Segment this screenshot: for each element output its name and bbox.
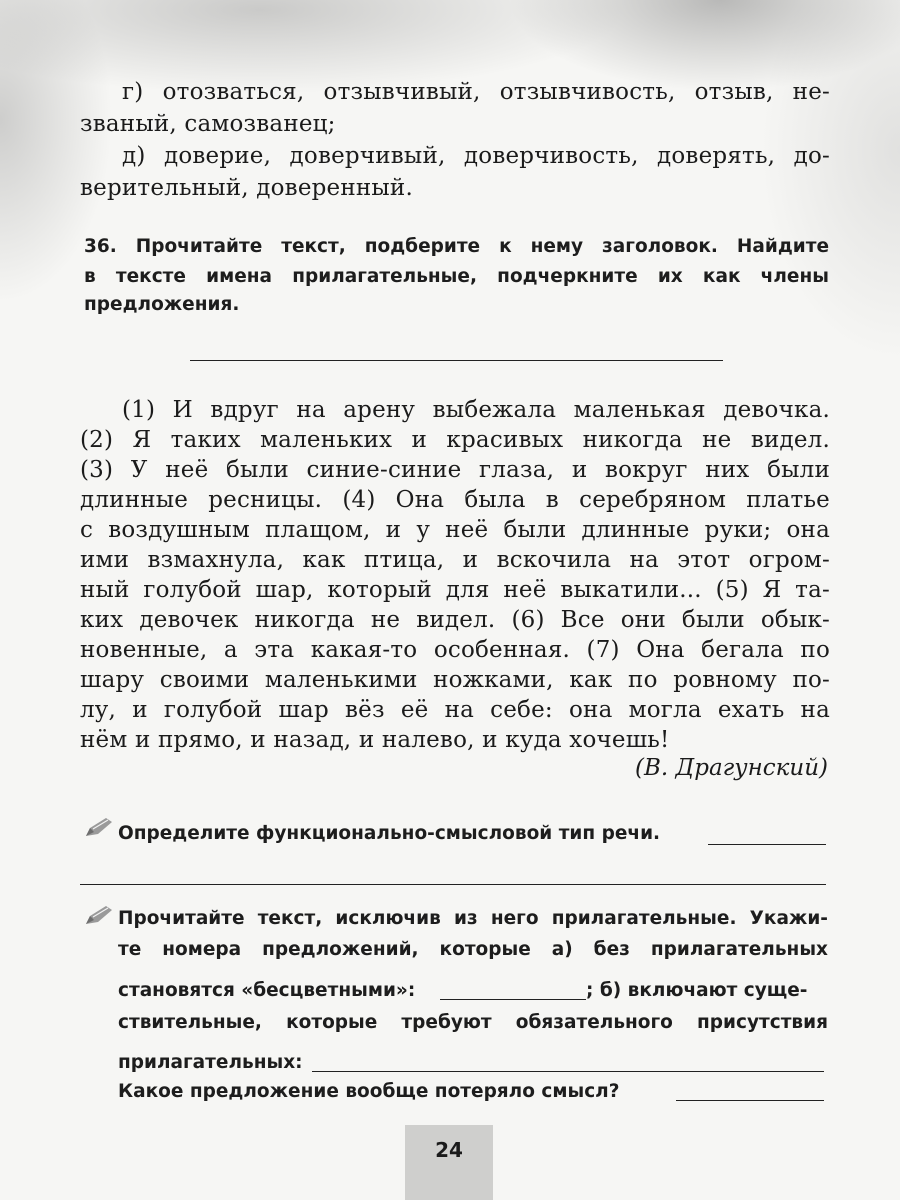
task36-line-1: 36. Прочитайте текст, подберите к нему заголовок. Найдите (84, 236, 829, 257)
adjectives-task-line-6: Какое предложение вообще потеряло смысл? (118, 1081, 620, 1102)
passage-author: (В. Драгунский) (635, 755, 828, 781)
lost-meaning-answer-line[interactable] (676, 1100, 824, 1101)
passage-line: лу, и голубой шар вёз её на себе: она могла ехать на (80, 697, 830, 723)
adjectives-task-line-1: Прочитайте текст, исключив из него прилагательные. Укажи- (118, 908, 828, 929)
passage-line: (1) И вдруг на арену выбежала маленькая девочка. (122, 397, 830, 423)
task36-line-3: предложения. (84, 294, 240, 315)
intro-line-d-cont: верительный, доверенный. (80, 175, 413, 201)
passage-line: (2) Я таких маленьких и красивых никогда не видел. (80, 427, 830, 453)
pencil-icon (84, 904, 114, 926)
adjectives-task-line-4: ствительные, которые требуют обязательного присутствия (118, 1012, 828, 1033)
speech-type-question: Определите функционально-смысловой тип речи. (118, 823, 661, 844)
adjectives-task-line-3b: ; б) включают суще- (586, 980, 808, 1001)
speech-type-answer-line[interactable] (708, 844, 826, 845)
page-number-tab (405, 1125, 493, 1200)
passage-line: новенные, а эта какая-то особенная. (7) Она бегала по (80, 637, 830, 663)
adjectives-task-line-2: те номера предложений, которые а) без прилагательных (118, 939, 828, 960)
intro-line-g: г) отозваться, отзывчивый, отзывчивость, отзыв, не- (122, 79, 830, 105)
speech-type-answer-line-2[interactable] (80, 884, 826, 885)
passage-line: ный голубой шар, который для неё выкатили... (5) Я та- (80, 577, 830, 603)
page-number: 24 (435, 1138, 463, 1162)
passage-line: шару своими маленькими ножками, как по ровному по- (80, 667, 830, 693)
passage-line: длинные ресницы. (4) Она была в серебряном платье (80, 487, 830, 513)
adjectives-task-line-3a: становятся «бесцветными»: (118, 980, 416, 1001)
passage-line: (3) У неё были синие-синие глаза, и вокруг них были (80, 457, 830, 483)
required-adjectives-answer-line[interactable] (312, 1071, 824, 1072)
passage-line: ких девочек никогда не видел. (6) Все они были обык- (80, 607, 830, 633)
passage-line: с воздушным плащом, и у неё были длинные руки; она (80, 517, 830, 543)
intro-line-d: д) доверие, доверчивый, доверчивость, доверять, до- (122, 143, 830, 169)
colorless-answer-line[interactable] (440, 999, 586, 1000)
task36-line-2: в тексте имена прилагательные, подчеркните их как члены (84, 266, 829, 287)
intro-line-g-cont: званый, самозванец; (80, 111, 336, 137)
adjectives-task-line-5: прилагательных: (118, 1052, 303, 1073)
pencil-icon (84, 816, 114, 838)
passage-line: ими взмахнула, как птица, и вскочила на этот огром- (80, 547, 830, 573)
title-answer-line[interactable] (190, 360, 723, 361)
passage-line: нём и прямо, и назад, и налево, и куда хочешь! (80, 727, 670, 753)
